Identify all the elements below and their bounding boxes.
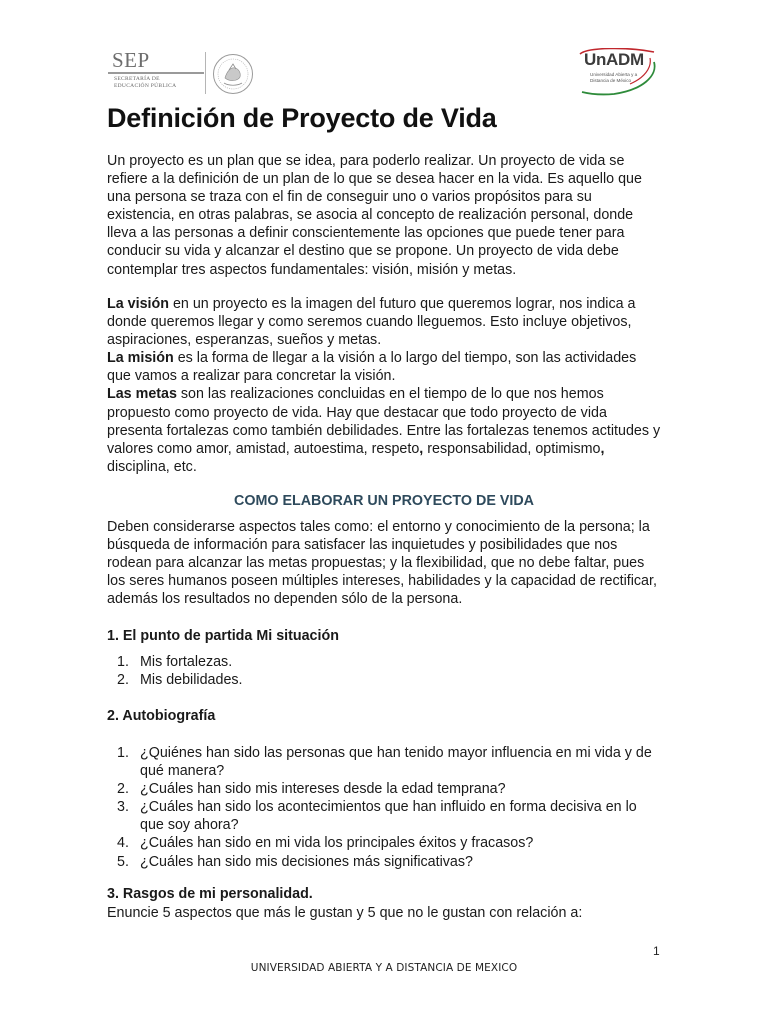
vision-term: La visión [107, 296, 169, 312]
list-item-text: ¿Quiénes han sido las personas que han tenido mayor influencia en mi vida y de qué manera? [140, 745, 652, 780]
step1-list [107, 653, 663, 689]
unadm-logo [578, 48, 662, 98]
list-item-text: Mis fortalezas. [140, 654, 233, 670]
list-item-number: 5. [117, 853, 129, 870]
list-item-text: ¿Cuáles han sido los acontecimientos que han influido en forma decisiva en lo que soy ahora? [140, 799, 637, 834]
metas-text-c: disciplina, etc. [107, 458, 197, 475]
vision-text: en un proyecto es la imagen del futuro que queremos lograr, nos indica a donde queremos llegar y como seremos cuando lleguemos. Esto incluye objetivos, aspiraciones, esperanzas, sueños y metas. [107, 296, 636, 349]
intro-paragraph: Un proyecto es un plan que se idea, para poderlo realizar. Un proyecto de vida se refiere a la definición de un plan de lo que se desea hacer en la vida. Es aquello que una persona se traza con el fin de conseguir uno o varios propósitos para su existencia, en otras palabras, se asocia al concepto de realización personal, donde lleva a las personas a definir conscientemente las opciones que puede tener para conducir su vida y alcanzar el destino que se propone. Un proyecto de vida debe contemplar tres aspectos fundamentales: visión, misión y metas. [107, 153, 642, 278]
step1-heading: 1. El punto de partida Mi situación [107, 628, 339, 644]
list-item-number: 1. [117, 654, 129, 670]
sep-logo [108, 48, 258, 100]
list-item-number: 1. [117, 745, 129, 761]
list-item [107, 653, 663, 671]
list-item-text: ¿Cuáles han sido mis intereses desde la edad temprana? [140, 781, 506, 798]
list-item-number: 4. [117, 835, 129, 852]
metas-text-a: son las realizaciones concluidas en el tiempo de lo que nos hemos propuesto como proyecto de vida. Hay que destacar que todo proyecto de vida presenta fortalezas como también debilidades. Entre las fortalezas tenemos actitudes y valores como amor, amistad, autoestima, respeto [107, 386, 661, 457]
list-item-number: 2. [117, 672, 129, 689]
sep-logo-band [108, 72, 204, 74]
list-item [107, 798, 663, 834]
definitions-paragraph [107, 295, 663, 476]
list-item [107, 671, 663, 689]
page-number: 1 [653, 944, 660, 958]
list-item [107, 780, 663, 798]
metas-term: Las metas [107, 386, 177, 403]
list-item-text: Mis debilidades. [140, 672, 243, 689]
step2-heading: 2. Autobiografía [107, 708, 216, 724]
list-item [107, 853, 663, 871]
step3-paragraph: Enuncie 5 aspectos que más le gustan y 5 que no le gustan con relación a: [107, 905, 583, 921]
footer-institution: UNIVERSIDAD ABIERTA Y A DISTANCIA DE MEXICO [250, 962, 518, 974]
sep-logo-line2: EDUCACIÓN PÚBLICA [114, 83, 177, 89]
list-item [107, 744, 663, 780]
unadm-logo-line2: Distancia de México [590, 78, 632, 83]
list-item-text: ¿Cuáles han sido mis decisiones más significativas? [140, 853, 473, 870]
section-intro-paragraph: Deben considerarse aspectos tales como: el entorno y conocimiento de la persona; la búsqueda de información para satisfacer las inquietudes y posibilidades que nos rodean para alcanzar las metas propuestas; y la flexibilidad, que no debe faltar, pues los seres humanos poseen múltiples intereses, habilidades y la capacidad de rectificar, además los resultados no dependen sólo de la persona. [107, 519, 657, 608]
list-item-number: 2. [117, 781, 129, 798]
list-item [107, 834, 663, 852]
list-item-number: 3. [117, 799, 129, 816]
unadm-logo-line1: Universidad Abierta y a [590, 72, 638, 77]
sep-logo-word: SEP [112, 48, 150, 72]
sep-logo-divider [205, 52, 206, 94]
section-heading: COMO ELABORAR UN PROYECTO DE VIDA [234, 493, 534, 509]
mision-text: es la forma de llegar a la visión a lo largo del tiempo, son las actividades que vamos a realizar para concretar la visión. [107, 350, 637, 385]
step3-heading: 3. Rasgos de mi personalidad. [107, 886, 313, 902]
metas-text-b: responsabilidad, optimismo [423, 440, 601, 457]
document-title: Definición de Proyecto de Vida [107, 103, 497, 133]
list-item-text: ¿Cuáles han sido en mi vida los principales éxitos y fracasos? [140, 835, 534, 852]
metas-comma-2: , [600, 440, 605, 457]
sep-logo-line1: SECRETARÍA DE [114, 76, 160, 82]
unadm-logo-word: UnADM [584, 50, 644, 69]
mexico-seal-icon [212, 53, 254, 95]
step2-list [107, 744, 663, 871]
metas-comma-1: , [419, 440, 424, 457]
mision-term: La misión [107, 350, 174, 367]
